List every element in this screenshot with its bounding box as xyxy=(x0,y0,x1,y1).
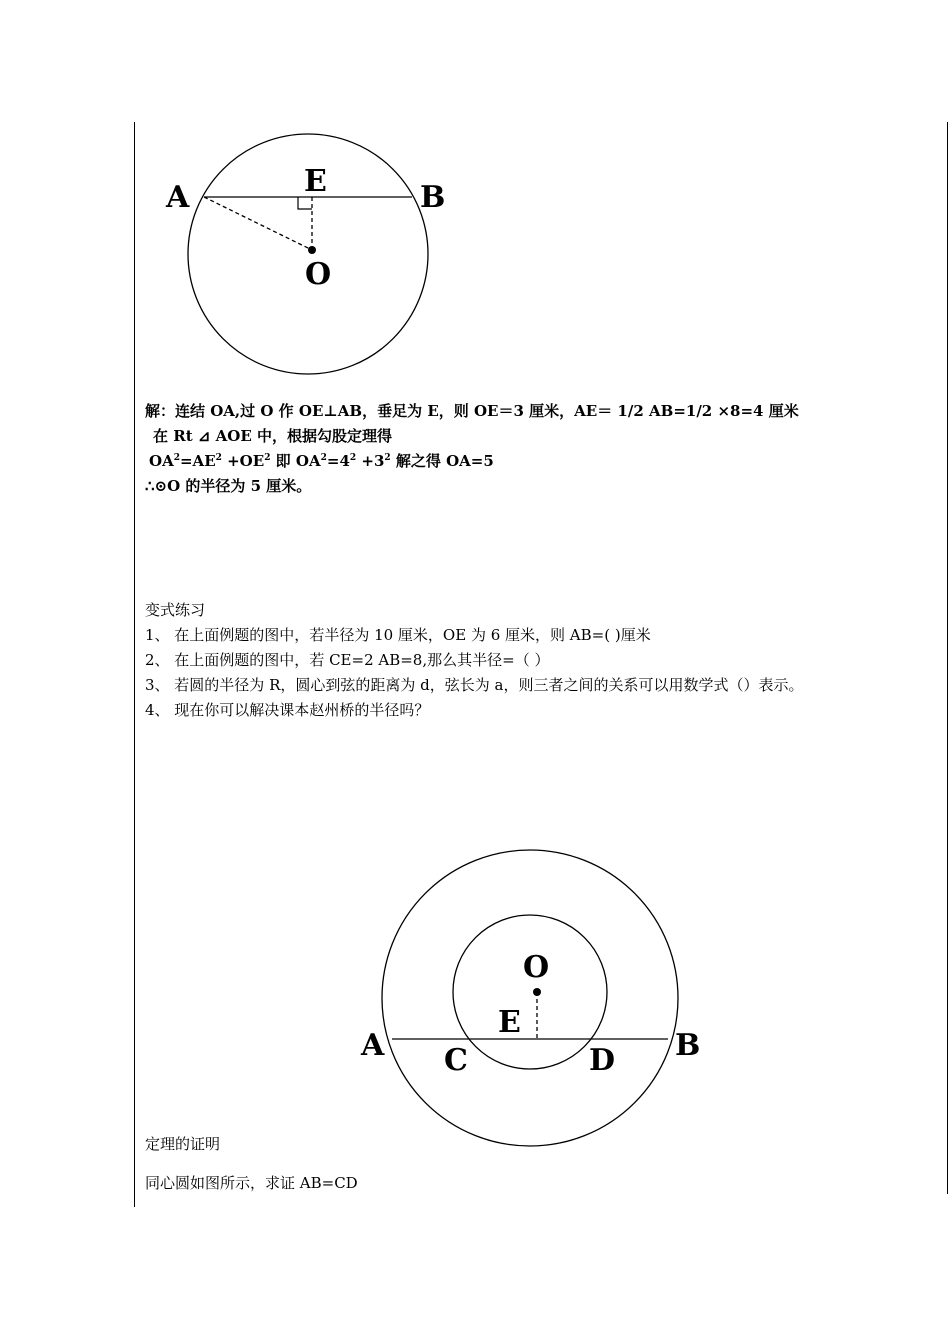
exercises-title: 变式练习 xyxy=(145,601,206,619)
superscript: 2 xyxy=(384,453,391,463)
label-b: B xyxy=(420,180,446,215)
segment-oa xyxy=(204,197,312,250)
inner-circle xyxy=(453,915,607,1069)
solution-line-4: ∴⊙O 的半径为 5 厘米。 xyxy=(145,477,312,495)
superscript: 2 xyxy=(215,453,222,463)
superscript: 2 xyxy=(264,453,271,463)
label-d: D xyxy=(589,1043,616,1078)
center-dot xyxy=(308,246,316,254)
theorem-title: 定理的证明 xyxy=(145,1135,221,1153)
theorem-statement: 同心圆如图所示，求证 AB=CD xyxy=(145,1174,358,1192)
exercise-item-3: 3、 若圆的半径为 R，圆心到弦的距离为 d，弦长为 a，则三者之间的关系可以用数学式（）表示。 xyxy=(145,676,804,694)
label-o: O xyxy=(305,257,332,292)
exercise-item-1: 1、 在上面例题的图中，若半径为 10 厘米，OE 为 6 厘米，则 AB=( )厘米 xyxy=(145,626,651,644)
table-left-border xyxy=(134,122,135,1207)
exercise-item-2: 2、 在上面例题的图中，若 CE=2 AB=8,那么其半径=（ ） xyxy=(145,651,550,669)
label-o: O xyxy=(523,950,550,985)
solution-line-2: 在 Rt ⊿ AOE 中，根据勾股定理得 xyxy=(153,427,392,445)
eq-part: =AE xyxy=(179,452,216,470)
exercise-item-4: 4、 现在你可以解决课本赵州桥的半径吗？ xyxy=(145,701,430,719)
eq-part: 即 OA xyxy=(270,452,321,470)
eq-part: OA xyxy=(149,452,174,470)
center-dot xyxy=(533,988,541,996)
superscript: 2 xyxy=(173,453,180,463)
outer-circle xyxy=(382,850,678,1146)
eq-part: =4 xyxy=(326,452,350,470)
solution-line-3 xyxy=(149,451,494,471)
solution-line-1: 解：连结 OA,过 O 作 OE⊥AB，垂足为 E，则 OE＝3 厘米，AE＝ 1/2 AB=1/2 ×8=4 厘米 xyxy=(145,402,799,420)
superscript: 2 xyxy=(320,453,327,463)
eq-part: +3 xyxy=(356,452,385,470)
label-e: E xyxy=(304,164,327,199)
label-c: C xyxy=(444,1043,468,1078)
circle-chord-figure xyxy=(160,120,450,390)
label-a: A xyxy=(361,1028,385,1063)
table-right-border xyxy=(947,122,948,1194)
eq-part: 解之得 OA=5 xyxy=(390,452,494,470)
concentric-circles-figure xyxy=(355,840,715,1090)
superscript: 2 xyxy=(349,453,357,463)
eq-part: +OE xyxy=(221,452,265,470)
label-e: E xyxy=(498,1005,521,1040)
label-b: B xyxy=(675,1028,701,1063)
label-a: A xyxy=(166,180,190,215)
